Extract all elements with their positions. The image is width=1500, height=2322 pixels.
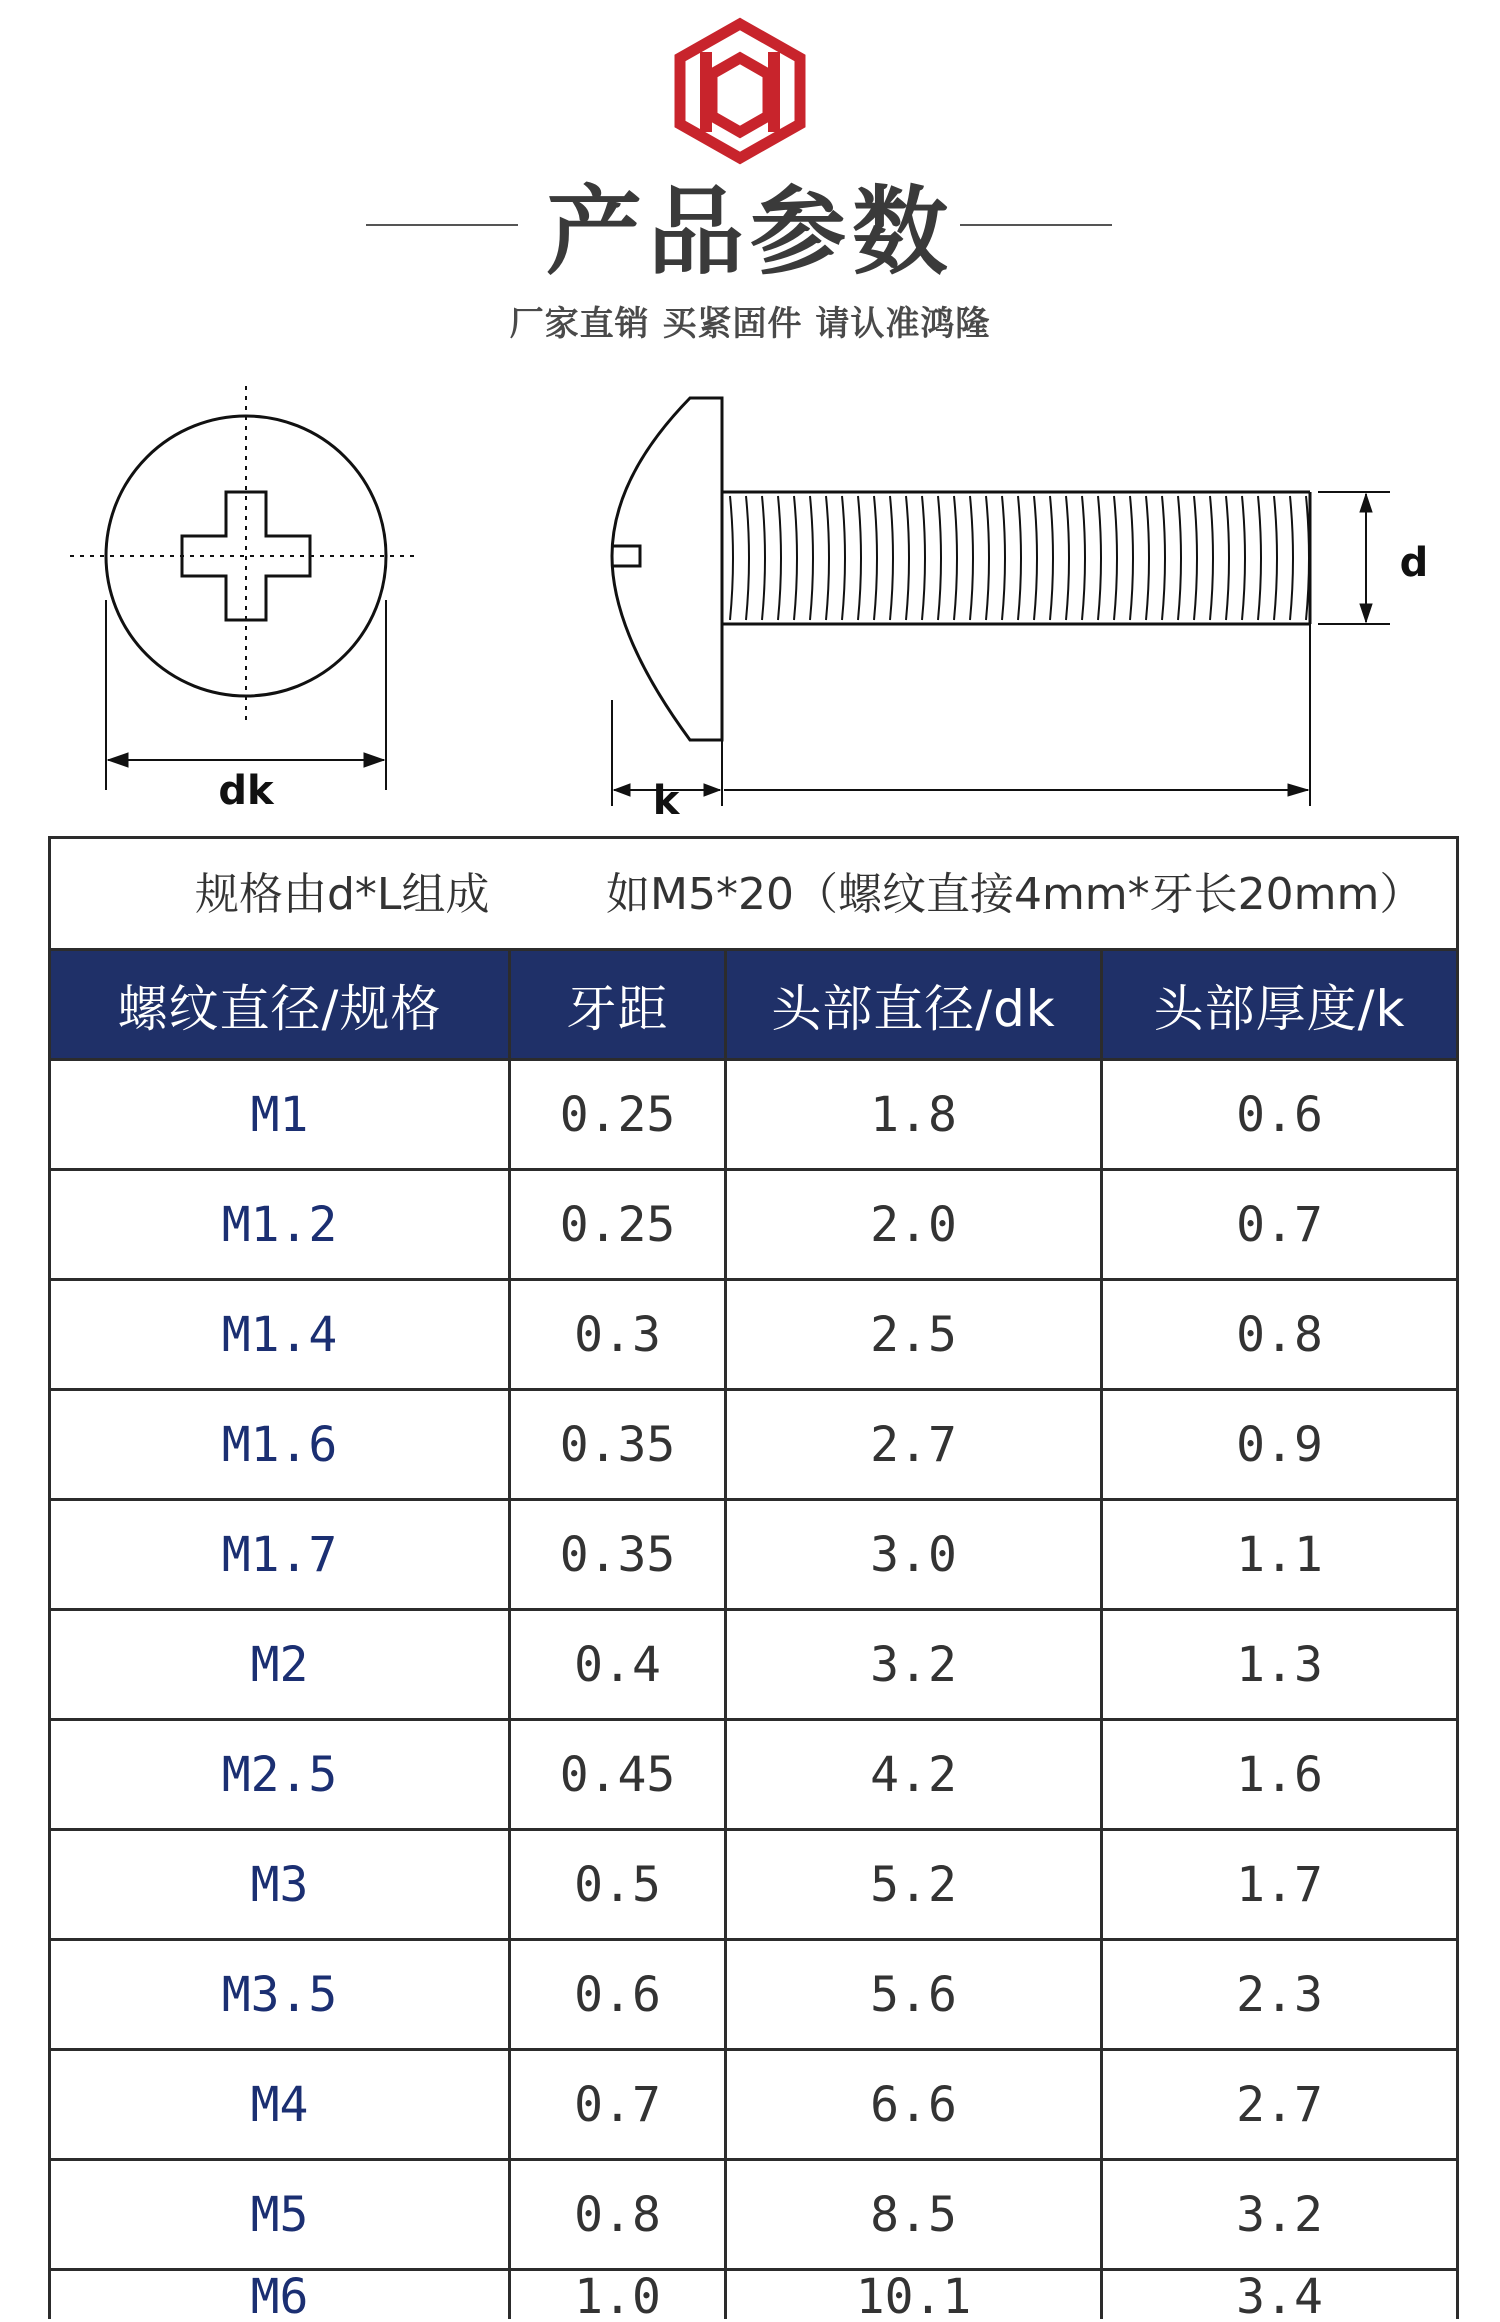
table-row [50, 1720, 1458, 1830]
table-row [50, 1060, 1458, 1170]
k-dimension-label: k [652, 778, 680, 816]
cell-head-diameter [726, 2270, 1102, 2320]
cell-head-height: 0.9 [1102, 1390, 1458, 1500]
cell-head-diameter: 2.5 [726, 1280, 1102, 1390]
thread-line [954, 496, 957, 620]
cell-pitch: 0.7 [510, 2050, 726, 2160]
cell-spec: M1.7 [50, 1500, 510, 1610]
thread-line [1178, 496, 1181, 620]
cell-head-height: 1.7 [1102, 1830, 1458, 1940]
cell-spec: M4 [50, 2050, 510, 2160]
dk-dimension-label: dk [218, 768, 274, 814]
column-header-spec: 螺纹直径/规格 [50, 950, 510, 1060]
cell-head-diameter: 6.6 [726, 2050, 1102, 2160]
cell-pitch: 0.45 [510, 1720, 726, 1830]
cell-head-diameter: 3.2 [726, 1610, 1102, 1720]
thread-line [938, 496, 941, 620]
cell-pitch: 0.35 [510, 1390, 726, 1500]
thread-line [1066, 496, 1069, 620]
cell-head-height: 3.2 [1102, 2160, 1458, 2270]
thread-line [1018, 496, 1021, 620]
cell-pitch [510, 2270, 726, 2320]
column-header-pitch: 牙距 [510, 950, 726, 1060]
cell-head-diameter: 3.0 [726, 1500, 1102, 1610]
spec-note-left: 规格由d*L组成 [195, 869, 490, 920]
thread-line [1242, 496, 1245, 620]
cell-pitch: 0.35 [510, 1500, 726, 1610]
thread-line [1114, 496, 1117, 620]
table-row [50, 1500, 1458, 1610]
screw-dimension-diagram [0, 370, 1500, 816]
cell-head-diameter: 4.2 [726, 1720, 1102, 1830]
cell-head-height [1102, 2270, 1458, 2320]
cell-head-height: 0.7 [1102, 1170, 1458, 1280]
thread-line [1082, 496, 1085, 620]
d-dimension-label: d [1399, 540, 1429, 586]
cell-head-diameter: 1.8 [726, 1060, 1102, 1170]
cell-head-height: 1.6 [1102, 1720, 1458, 1830]
cell-spec: M1.6 [50, 1390, 510, 1500]
cell-spec: M2.5 [50, 1720, 510, 1830]
cell-spec: M1.2 [50, 1170, 510, 1280]
cell-pitch: 0.25 [510, 1170, 726, 1280]
cell-head-diameter: 8.5 [726, 2160, 1102, 2270]
thread-line [794, 496, 797, 620]
table-row [50, 1940, 1458, 2050]
cell-pitch: 0.6 [510, 1940, 726, 2050]
cell-pitch: 0.3 [510, 1280, 726, 1390]
table-row [50, 1170, 1458, 1280]
page-subtitle: 厂家直销 买紧固件 请认准鸿隆 [509, 304, 991, 344]
cell-text: 3.4 [1236, 2269, 1323, 2319]
cell-pitch: 0.8 [510, 2160, 726, 2270]
thread-line [1050, 496, 1053, 620]
thread-line [826, 496, 829, 620]
cell-head-height: 2.7 [1102, 2050, 1458, 2160]
thread-line [1146, 496, 1149, 620]
title-divider-right [960, 224, 1112, 226]
thread-line [730, 496, 733, 620]
cell-spec: M2 [50, 1610, 510, 1720]
spec-table [48, 836, 1459, 2319]
spec-note-right: 如M5*20（螺纹直接4mm*牙长20mm） [606, 869, 1424, 920]
table-row [50, 1390, 1458, 1500]
cell-head-height: 0.8 [1102, 1280, 1458, 1390]
thread-line [778, 496, 781, 620]
cell-head-height: 1.3 [1102, 1610, 1458, 1720]
screw-top-view [70, 386, 420, 790]
table-row [50, 1280, 1458, 1390]
table-row [50, 2270, 1458, 2320]
cell-spec: M1.4 [50, 1280, 510, 1390]
spec-note-row [50, 838, 1458, 950]
cell-spec: M1 [50, 1060, 510, 1170]
thread-line [906, 496, 909, 620]
thread-line [1002, 496, 1005, 620]
cell-head-diameter: 5.6 [726, 1940, 1102, 2050]
title-row [0, 172, 1500, 292]
thread-line [1034, 496, 1037, 620]
cell-pitch: 0.5 [510, 1830, 726, 1940]
cell-text: M6 [250, 2269, 309, 2319]
cell-text: 10.1 [855, 2269, 972, 2319]
thread-line [1210, 496, 1213, 620]
table-row [50, 2050, 1458, 2160]
thread-line [1130, 496, 1133, 620]
cell-pitch: 0.4 [510, 1610, 726, 1720]
cell-text: 1.0 [574, 2269, 661, 2319]
thread-line [762, 496, 765, 620]
cell-head-height: 1.1 [1102, 1500, 1458, 1610]
cell-spec: M3 [50, 1830, 510, 1940]
thread-line [1162, 496, 1165, 620]
column-header-head-diameter: 头部直径/dk [726, 950, 1102, 1060]
cell-pitch: 0.25 [510, 1060, 726, 1170]
thread-line [842, 496, 845, 620]
cell-spec: M3.5 [50, 1940, 510, 2050]
thread-line [810, 496, 813, 620]
page-title: 产品参数 [546, 176, 954, 288]
cell-head-height: 2.3 [1102, 1940, 1458, 2050]
table-header-row [50, 950, 1458, 1060]
thread-line [1194, 496, 1197, 620]
thread-line [922, 496, 925, 620]
thread-line [1258, 496, 1261, 620]
thread-line [1290, 496, 1293, 620]
thread-line [1226, 496, 1229, 620]
thread-line [890, 496, 893, 620]
hexagon-h-logo-icon [672, 16, 808, 166]
thread-line [746, 496, 749, 620]
table-row [50, 1830, 1458, 1940]
screw-side-view [612, 398, 1390, 806]
cell-head-height: 0.6 [1102, 1060, 1458, 1170]
thread-line [874, 496, 877, 620]
cell-head-diameter: 2.0 [726, 1170, 1102, 1280]
cell-spec [50, 2270, 510, 2320]
cell-spec: M5 [50, 2160, 510, 2270]
spec-note-cell [50, 838, 1458, 950]
thread-line [1098, 496, 1101, 620]
thread-line [1274, 496, 1277, 620]
thread-line [970, 496, 973, 620]
table-row [50, 1610, 1458, 1720]
cell-head-diameter: 5.2 [726, 1830, 1102, 1940]
thread-line [986, 496, 989, 620]
table-row [50, 2160, 1458, 2270]
column-header-head-height: 头部厚度/k [1102, 950, 1458, 1060]
thread-line [858, 496, 861, 620]
cell-head-diameter: 2.7 [726, 1390, 1102, 1500]
